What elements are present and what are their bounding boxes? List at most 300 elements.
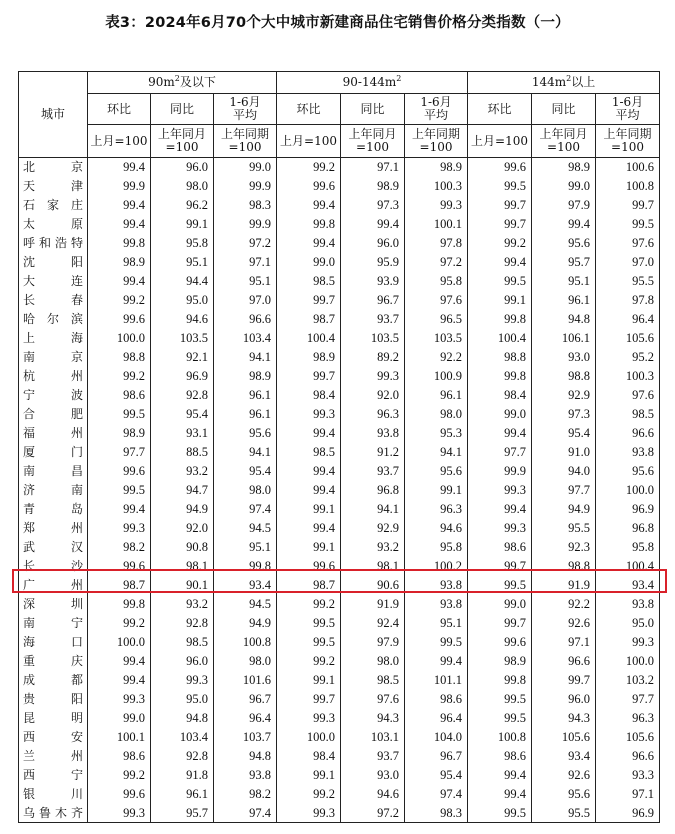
table-title: 表3：2024年6月70个大中城市新建商品住宅销售价格分类指数（一） — [105, 15, 570, 31]
index-value-cell: 104.0 — [405, 728, 468, 747]
city-name: 合肥 — [23, 407, 83, 421]
city-name: 西安 — [23, 730, 83, 744]
index-value-cell: 99.4 — [468, 500, 532, 519]
index-value-cell: 97.7 — [88, 443, 151, 462]
table-row — [19, 348, 660, 367]
city-cell — [19, 215, 88, 234]
city-name: 南京 — [23, 350, 83, 364]
index-value-cell: 98.4 — [468, 386, 532, 405]
group-header-large: $144m^2$以上 — [468, 72, 660, 94]
index-value-cell: 96.4 — [214, 709, 277, 728]
index-value-cell: 99.4 — [532, 215, 596, 234]
index-value-cell: 95.6 — [405, 462, 468, 481]
index-value-cell: 99.8 — [468, 367, 532, 386]
table-row — [19, 386, 660, 405]
index-value-cell: 95.1 — [405, 614, 468, 633]
index-value-cell: 99.6 — [88, 462, 151, 481]
index-value-cell: 93.4 — [596, 576, 660, 595]
index-value-cell: 94.9 — [532, 500, 596, 519]
index-value-cell: 99.5 — [88, 405, 151, 424]
city-name: 西宁 — [23, 768, 83, 782]
city-cell — [19, 386, 88, 405]
index-value-cell: 95.1 — [214, 538, 277, 557]
index-value-cell: 97.6 — [596, 386, 660, 405]
index-value-cell: 99.3 — [468, 481, 532, 500]
index-value-cell: 99.6 — [277, 177, 341, 196]
city-name: 深圳 — [23, 597, 83, 611]
index-value-cell: 99.3 — [277, 405, 341, 424]
index-value-cell: 99.7 — [468, 557, 532, 576]
index-value-cell: 100.4 — [596, 557, 660, 576]
index-value-cell: 99.1 — [405, 481, 468, 500]
city-name: 石家庄 — [23, 198, 83, 212]
table-row — [19, 177, 660, 196]
index-value-cell: 93.2 — [151, 462, 214, 481]
index-value-cell: 99.6 — [468, 633, 532, 652]
table-row — [19, 614, 660, 633]
index-value-cell: 99.9 — [88, 177, 151, 196]
index-value-cell: 97.9 — [341, 633, 405, 652]
index-value-cell: 96.9 — [596, 804, 660, 823]
index-value-cell: 97.7 — [468, 443, 532, 462]
index-value-cell: 93.3 — [596, 766, 660, 785]
table-row — [19, 538, 660, 557]
index-value-cell: 99.5 — [468, 177, 532, 196]
index-value-cell: 99.3 — [341, 367, 405, 386]
index-value-cell: 99.3 — [151, 671, 214, 690]
index-value-cell: 95.4 — [532, 424, 596, 443]
index-value-cell: 96.4 — [596, 310, 660, 329]
index-value-cell: 99.5 — [88, 481, 151, 500]
city-name: 济南 — [23, 483, 83, 497]
index-value-cell: 96.0 — [341, 234, 405, 253]
index-value-cell: 92.8 — [151, 747, 214, 766]
city-name: 厦门 — [23, 445, 83, 459]
index-value-cell: 103.4 — [151, 728, 214, 747]
index-value-cell: 97.6 — [596, 234, 660, 253]
subcol-header: 1-6月平均 — [596, 94, 660, 125]
index-value-cell: 99.7 — [277, 367, 341, 386]
index-value-cell: 99.0 — [468, 595, 532, 614]
index-value-cell: 99.5 — [405, 633, 468, 652]
table-row — [19, 747, 660, 766]
index-value-cell: 100.1 — [88, 728, 151, 747]
city-cell — [19, 158, 88, 177]
index-value-cell: 99.4 — [277, 519, 341, 538]
index-value-cell: 97.7 — [596, 690, 660, 709]
index-value-cell: 95.1 — [151, 253, 214, 272]
index-value-cell: 99.9 — [468, 462, 532, 481]
table-row — [19, 310, 660, 329]
index-value-cell: 95.4 — [151, 405, 214, 424]
index-value-cell: 95.0 — [151, 690, 214, 709]
index-value-cell: 98.2 — [214, 785, 277, 804]
index-value-cell: 98.7 — [88, 576, 151, 595]
base-header: 上月=100 — [88, 125, 151, 158]
index-value-cell: 99.4 — [88, 500, 151, 519]
subcol-header: 同比 — [532, 94, 596, 125]
city-name: 乌鲁木齐 — [23, 805, 83, 820]
table-row — [19, 671, 660, 690]
base-header: 上年同期=100 — [214, 125, 277, 158]
city-cell — [19, 196, 88, 215]
index-value-cell: 100.0 — [88, 329, 151, 348]
index-value-cell: 96.9 — [596, 500, 660, 519]
table-row — [19, 462, 660, 481]
table-row — [19, 367, 660, 386]
base-header: 上年同期=100 — [405, 125, 468, 158]
index-value-cell: 93.8 — [405, 576, 468, 595]
index-value-cell: 103.5 — [341, 329, 405, 348]
city-name: 昆明 — [23, 711, 83, 725]
city-cell — [19, 519, 88, 538]
index-value-cell: 99.7 — [277, 690, 341, 709]
index-value-cell: 100.0 — [596, 652, 660, 671]
index-value-cell: 95.6 — [596, 462, 660, 481]
index-value-cell: 97.1 — [341, 158, 405, 177]
index-value-cell: 99.2 — [277, 595, 341, 614]
index-value-cell: 99.3 — [88, 690, 151, 709]
index-value-cell: 94.4 — [151, 272, 214, 291]
index-value-cell: 99.8 — [88, 234, 151, 253]
index-value-cell: 96.7 — [405, 747, 468, 766]
index-value-cell: 97.3 — [532, 405, 596, 424]
index-value-cell: 93.2 — [151, 595, 214, 614]
table-row — [19, 158, 660, 177]
subcol-header: 1-6月平均 — [405, 94, 468, 125]
base-header: 上月=100 — [277, 125, 341, 158]
index-value-cell: 96.1 — [405, 386, 468, 405]
index-value-cell: 97.6 — [341, 690, 405, 709]
index-value-cell: 99.3 — [596, 633, 660, 652]
base-header: 上年同月=100 — [151, 125, 214, 158]
table-row — [19, 633, 660, 652]
index-value-cell: 96.0 — [151, 158, 214, 177]
group-header-small: $90m^2$及以下 — [88, 72, 277, 94]
index-value-cell: 93.8 — [214, 766, 277, 785]
city-cell — [19, 538, 88, 557]
price-index-table — [18, 71, 660, 823]
base-header: 上月=100 — [468, 125, 532, 158]
index-value-cell: 98.2 — [88, 538, 151, 557]
index-value-cell: 99.4 — [277, 462, 341, 481]
index-value-cell: 99.2 — [88, 614, 151, 633]
index-value-cell: 95.0 — [596, 614, 660, 633]
city-cell — [19, 614, 88, 633]
index-value-cell: 96.5 — [405, 310, 468, 329]
index-value-cell: 94.9 — [151, 500, 214, 519]
index-value-cell: 92.6 — [532, 766, 596, 785]
city-cell — [19, 709, 88, 728]
city-cell — [19, 348, 88, 367]
index-value-cell: 94.1 — [341, 500, 405, 519]
city-cell — [19, 310, 88, 329]
index-value-cell: 99.4 — [277, 234, 341, 253]
index-value-cell: 99.4 — [468, 424, 532, 443]
index-value-cell: 99.2 — [277, 652, 341, 671]
index-value-cell: 98.8 — [88, 348, 151, 367]
city-cell — [19, 367, 88, 386]
index-value-cell: 99.6 — [468, 158, 532, 177]
index-value-cell: 99.5 — [277, 633, 341, 652]
index-value-cell: 96.7 — [214, 690, 277, 709]
index-value-cell: 103.4 — [214, 329, 277, 348]
index-value-cell: 98.6 — [468, 747, 532, 766]
index-value-cell: 98.7 — [277, 310, 341, 329]
index-value-cell: 100.2 — [405, 557, 468, 576]
index-value-cell: 92.4 — [341, 614, 405, 633]
city-name: 上海 — [23, 331, 83, 345]
index-value-cell: 103.5 — [151, 329, 214, 348]
index-value-cell: 94.6 — [405, 519, 468, 538]
index-value-cell: 100.3 — [596, 367, 660, 386]
table-row — [19, 709, 660, 728]
index-value-cell: 98.0 — [151, 177, 214, 196]
index-value-cell: 99.5 — [468, 272, 532, 291]
index-value-cell: 97.1 — [214, 253, 277, 272]
city-cell — [19, 652, 88, 671]
index-value-cell: 94.9 — [214, 614, 277, 633]
city-name: 海口 — [23, 635, 83, 649]
city-cell — [19, 728, 88, 747]
index-value-cell: 96.7 — [341, 291, 405, 310]
city-name: 宁波 — [23, 388, 83, 402]
table-row — [19, 234, 660, 253]
index-value-cell: 96.6 — [214, 310, 277, 329]
index-value-cell: 99.2 — [277, 158, 341, 177]
city-name: 南宁 — [23, 616, 83, 630]
index-value-cell: 98.8 — [468, 348, 532, 367]
index-value-cell: 95.0 — [151, 291, 214, 310]
index-value-cell: 95.7 — [151, 804, 214, 823]
index-value-cell: 99.2 — [468, 234, 532, 253]
index-value-cell: 91.9 — [341, 595, 405, 614]
city-cell — [19, 766, 88, 785]
index-value-cell: 99.5 — [596, 215, 660, 234]
table-row — [19, 329, 660, 348]
index-value-cell: 93.1 — [151, 424, 214, 443]
index-value-cell: 97.2 — [405, 253, 468, 272]
index-value-cell: 93.4 — [214, 576, 277, 595]
index-value-cell: 97.0 — [596, 253, 660, 272]
index-value-cell: 100.0 — [596, 481, 660, 500]
index-value-cell: 95.6 — [214, 424, 277, 443]
index-value-cell: 99.1 — [277, 538, 341, 557]
index-value-cell: 95.8 — [405, 538, 468, 557]
index-value-cell: 92.3 — [532, 538, 596, 557]
subcol-header: 1-6月平均 — [214, 94, 277, 125]
index-value-cell: 99.4 — [88, 215, 151, 234]
index-value-cell: 98.5 — [277, 443, 341, 462]
table-row — [19, 690, 660, 709]
index-value-cell: 98.6 — [88, 386, 151, 405]
index-value-cell: 94.8 — [532, 310, 596, 329]
index-value-cell: 96.8 — [596, 519, 660, 538]
index-value-cell: 98.9 — [88, 253, 151, 272]
city-cell — [19, 595, 88, 614]
table-row — [19, 519, 660, 538]
index-value-cell: 92.0 — [341, 386, 405, 405]
index-value-cell: 98.9 — [88, 424, 151, 443]
index-value-cell: 95.1 — [214, 272, 277, 291]
city-name: 太原 — [23, 217, 83, 231]
index-value-cell: 95.5 — [596, 272, 660, 291]
index-value-cell: 96.6 — [532, 652, 596, 671]
table-row — [19, 424, 660, 443]
index-value-cell: 98.0 — [214, 652, 277, 671]
index-value-cell: 100.0 — [277, 728, 341, 747]
city-cell — [19, 747, 88, 766]
index-value-cell: 95.1 — [532, 272, 596, 291]
index-value-cell: 98.9 — [532, 158, 596, 177]
city-name: 银川 — [23, 787, 83, 801]
table-row — [19, 253, 660, 272]
index-value-cell: 97.9 — [532, 196, 596, 215]
table-row — [19, 500, 660, 519]
table-row — [19, 728, 660, 747]
index-value-cell: 99.3 — [88, 519, 151, 538]
index-value-cell: 95.5 — [532, 519, 596, 538]
index-value-cell: 91.8 — [151, 766, 214, 785]
index-value-cell: 100.8 — [596, 177, 660, 196]
guangzhou-highlight-box — [12, 569, 667, 593]
index-value-cell: 99.7 — [468, 614, 532, 633]
group-header-medium: $90-144m^2$ — [277, 72, 468, 94]
index-value-cell: 96.1 — [151, 785, 214, 804]
index-value-cell: 98.4 — [277, 386, 341, 405]
index-value-cell: 100.6 — [596, 158, 660, 177]
index-value-cell: 100.4 — [468, 329, 532, 348]
index-value-cell: 92.1 — [151, 348, 214, 367]
table-row — [19, 196, 660, 215]
index-value-cell: 99.4 — [277, 481, 341, 500]
index-value-cell: 99.3 — [277, 709, 341, 728]
city-name: 北京 — [23, 160, 83, 175]
index-value-cell: 93.0 — [341, 766, 405, 785]
subcol-header: 环比 — [277, 94, 341, 125]
index-value-cell: 99.4 — [468, 766, 532, 785]
index-value-cell: 94.6 — [341, 785, 405, 804]
index-value-cell: 96.4 — [405, 709, 468, 728]
index-value-cell: 99.4 — [405, 652, 468, 671]
index-value-cell: 99.4 — [88, 196, 151, 215]
index-value-cell: 99.3 — [277, 804, 341, 823]
index-value-cell: 94.3 — [532, 709, 596, 728]
index-value-cell: 93.7 — [341, 462, 405, 481]
index-value-cell: 99.7 — [277, 291, 341, 310]
index-value-cell: 99.4 — [88, 652, 151, 671]
index-value-cell: 93.8 — [405, 595, 468, 614]
table-body — [19, 158, 660, 823]
index-value-cell: 98.6 — [405, 690, 468, 709]
index-value-cell: 97.0 — [214, 291, 277, 310]
table-row — [19, 652, 660, 671]
index-value-cell: 96.6 — [596, 424, 660, 443]
index-value-cell: 95.2 — [596, 348, 660, 367]
index-value-cell: 95.7 — [532, 253, 596, 272]
city-cell — [19, 424, 88, 443]
index-value-cell: 96.3 — [341, 405, 405, 424]
city-name: 杭州 — [23, 369, 83, 383]
index-value-cell: 93.8 — [596, 443, 660, 462]
subcol-header: 环比 — [468, 94, 532, 125]
index-value-cell: 99.8 — [214, 557, 277, 576]
city-cell — [19, 253, 88, 272]
city-cell — [19, 234, 88, 253]
index-value-cell: 93.7 — [341, 747, 405, 766]
index-value-cell: 92.9 — [532, 386, 596, 405]
index-value-cell: 99.5 — [468, 576, 532, 595]
index-value-cell: 99.8 — [277, 215, 341, 234]
index-value-cell: 90.8 — [151, 538, 214, 557]
index-value-cell: 103.5 — [405, 329, 468, 348]
index-value-cell: 94.1 — [214, 348, 277, 367]
city-name: 武汉 — [23, 540, 83, 554]
table-row — [19, 785, 660, 804]
index-value-cell: 96.0 — [151, 652, 214, 671]
index-value-cell: 99.0 — [277, 253, 341, 272]
table-header — [19, 72, 660, 158]
index-value-cell: 99.6 — [88, 557, 151, 576]
city-cell — [19, 785, 88, 804]
index-value-cell: 101.6 — [214, 671, 277, 690]
index-value-cell: 99.4 — [468, 253, 532, 272]
index-value-cell: 97.3 — [341, 196, 405, 215]
index-value-cell: 95.8 — [405, 272, 468, 291]
index-value-cell: 92.6 — [532, 614, 596, 633]
index-value-cell: 99.3 — [88, 804, 151, 823]
index-value-cell: 99.6 — [88, 310, 151, 329]
index-value-cell: 93.9 — [341, 272, 405, 291]
index-value-cell: 99.1 — [277, 766, 341, 785]
index-value-cell: 99.1 — [277, 671, 341, 690]
index-value-cell: 97.7 — [532, 481, 596, 500]
index-value-cell: 99.0 — [532, 177, 596, 196]
city-name: 沈阳 — [23, 255, 83, 269]
index-value-cell: 99.4 — [88, 272, 151, 291]
index-value-cell: 92.2 — [405, 348, 468, 367]
index-value-cell: 96.9 — [151, 367, 214, 386]
index-value-cell: 98.7 — [277, 576, 341, 595]
city-name: 哈尔滨 — [23, 312, 83, 326]
index-value-cell: 100.0 — [88, 633, 151, 652]
index-value-cell: 99.4 — [277, 424, 341, 443]
index-value-cell: 99.1 — [277, 500, 341, 519]
index-value-cell: 96.2 — [151, 196, 214, 215]
city-cell — [19, 405, 88, 424]
city-name: 重庆 — [23, 654, 83, 668]
index-value-cell: 92.9 — [341, 519, 405, 538]
index-value-cell: 99.5 — [468, 690, 532, 709]
index-value-cell: 100.8 — [214, 633, 277, 652]
index-value-cell: 100.1 — [405, 215, 468, 234]
index-value-cell: 98.6 — [88, 747, 151, 766]
city-name: 天津 — [23, 179, 83, 193]
index-value-cell: 98.4 — [277, 747, 341, 766]
index-value-cell: 97.4 — [214, 500, 277, 519]
index-value-cell: 99.2 — [88, 291, 151, 310]
index-value-cell: 97.2 — [214, 234, 277, 253]
base-header: 上年同期=100 — [596, 125, 660, 158]
city-name: 兰州 — [23, 749, 83, 763]
index-value-cell: 105.6 — [596, 329, 660, 348]
index-value-cell: 95.5 — [532, 804, 596, 823]
index-value-cell: 91.0 — [532, 443, 596, 462]
index-value-cell: 96.3 — [405, 500, 468, 519]
index-value-cell: 99.4 — [341, 215, 405, 234]
table-row — [19, 766, 660, 785]
index-value-cell: 100.3 — [405, 177, 468, 196]
